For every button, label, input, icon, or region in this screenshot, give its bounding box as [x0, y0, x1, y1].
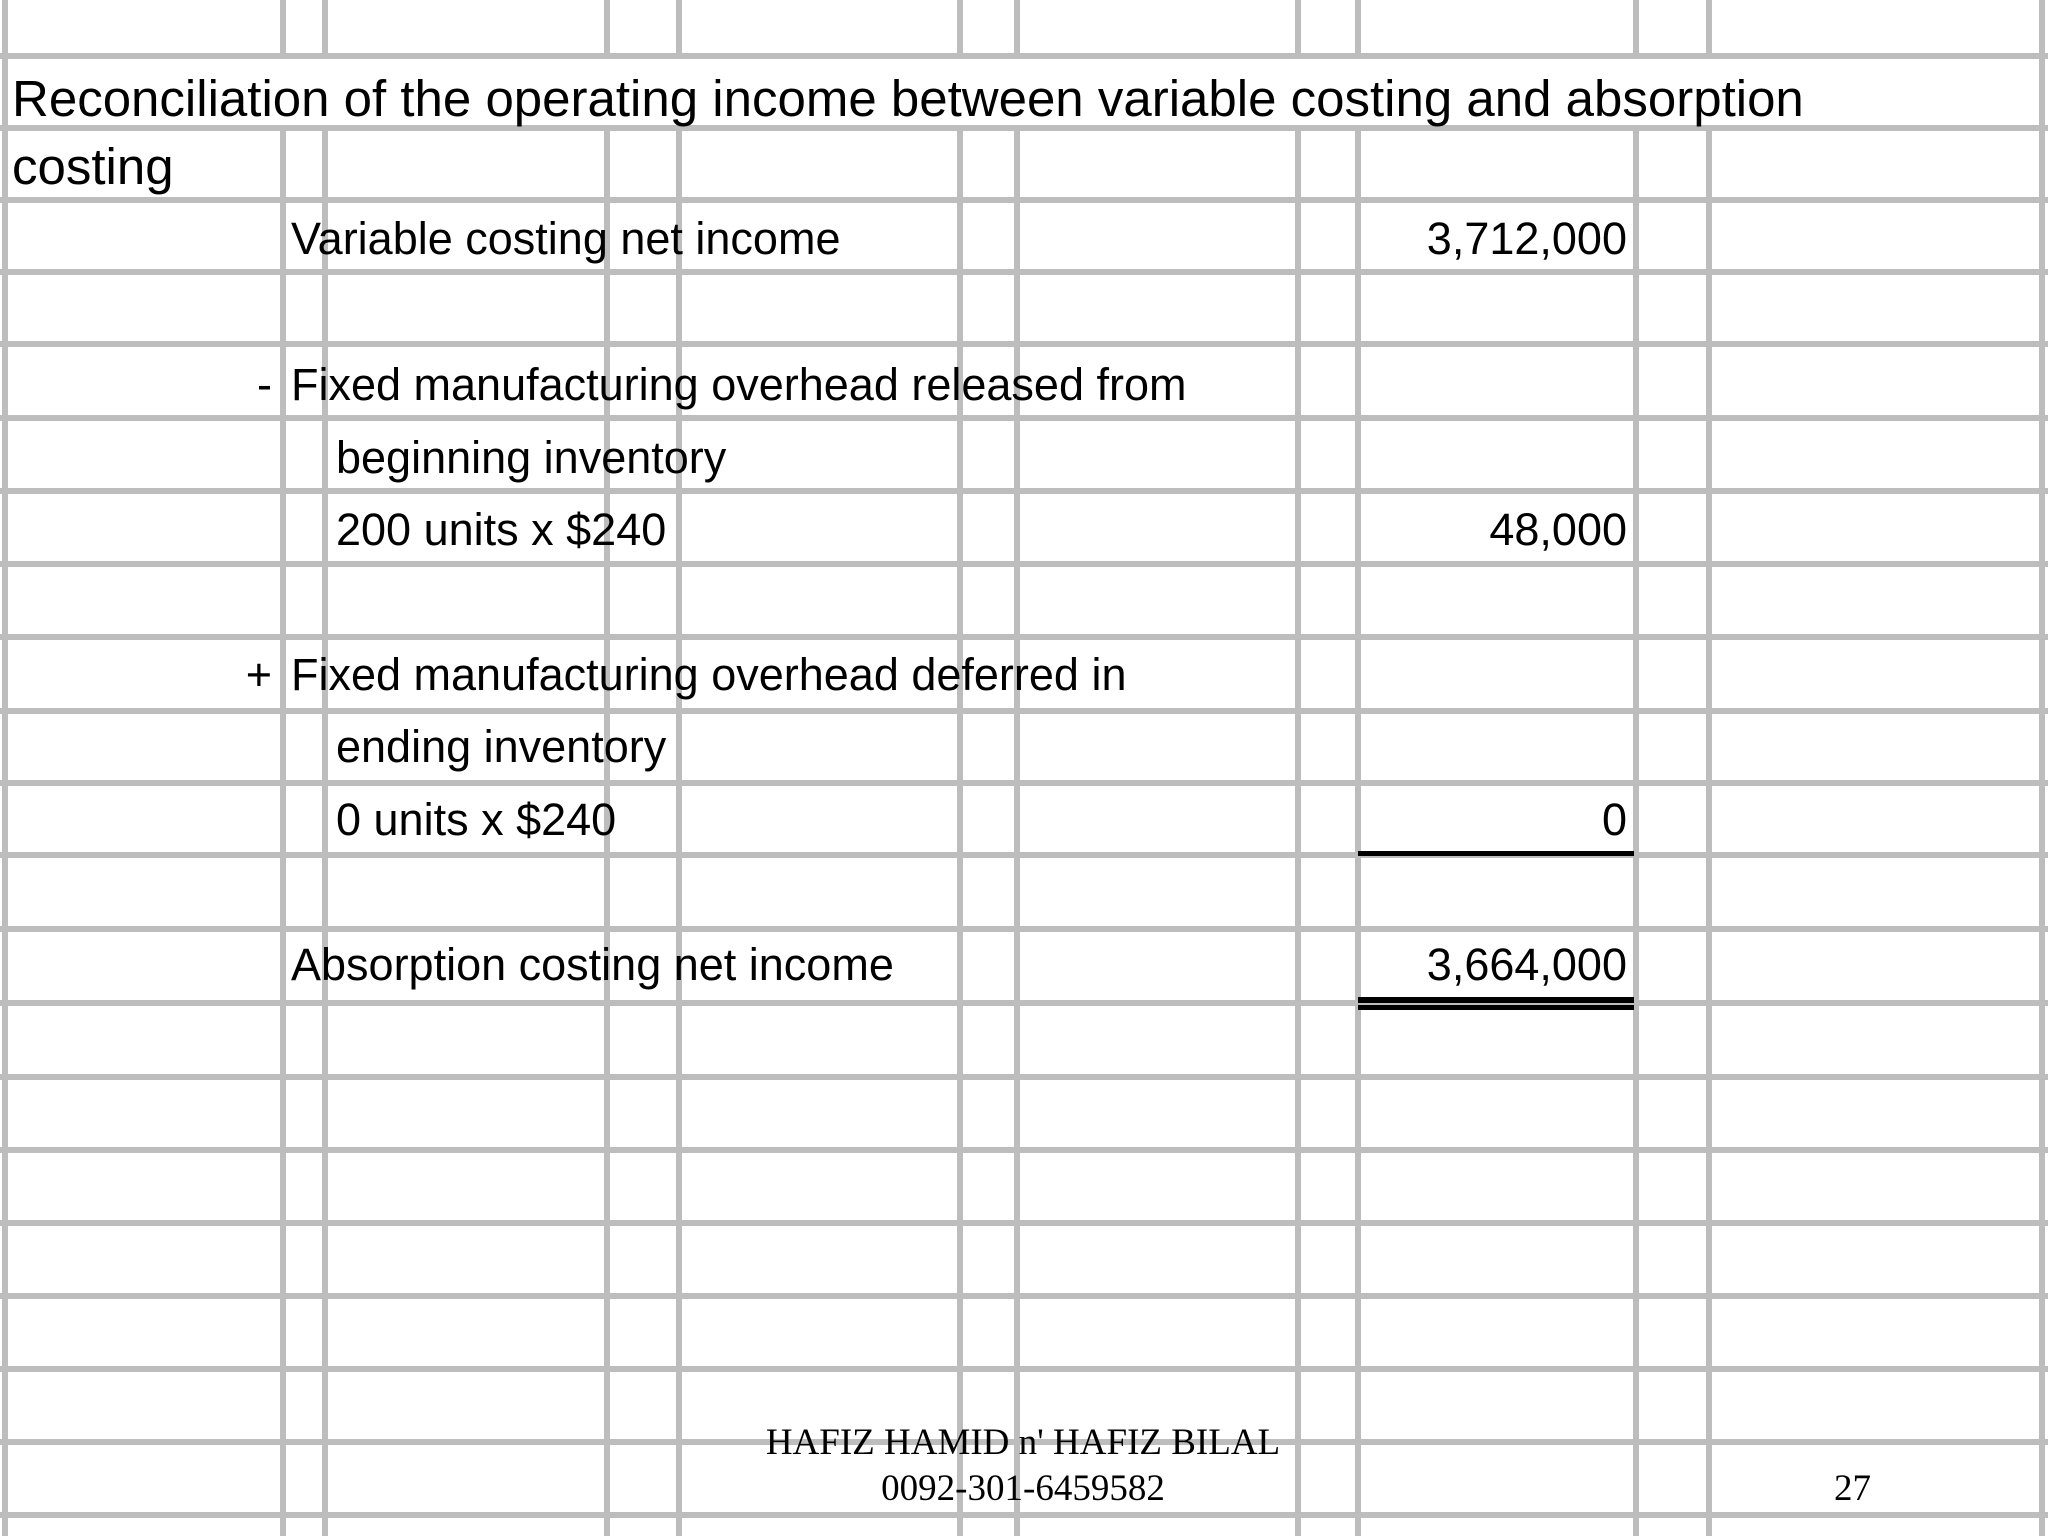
deferred-overhead-label-line-1: Fixed manufacturing overhead deferred in	[291, 649, 1127, 700]
released-overhead-calculation: 200 units x $240	[336, 504, 667, 555]
footer-phone: 0092-301-6459582	[881, 1468, 1165, 1509]
footer-author: HAFIZ HAMID n' HAFIZ BILAL	[765, 1422, 1281, 1463]
released-overhead-value: 48,000	[1489, 504, 1627, 555]
variable-costing-value: 3,712,000	[1426, 213, 1627, 264]
absorption-costing-label: Absorption costing net income	[291, 939, 894, 990]
deferred-overhead-value: 0	[1601, 794, 1627, 845]
released-overhead-label-line-2: beginning inventory	[336, 432, 727, 483]
absorption-costing-value: 3,664,000	[1426, 939, 1627, 990]
variable-costing-label: Variable costing net income	[291, 213, 841, 264]
page-number: 27	[1834, 1468, 1871, 1509]
plus-sign: +	[245, 649, 272, 700]
reconciliation-title-line-1: Reconciliation of the operating income between variable costing and absorption	[12, 70, 1804, 127]
deferred-overhead-calculation: 0 units x $240	[336, 794, 617, 845]
released-overhead-label-line-1: Fixed manufacturing overhead released from	[291, 359, 1187, 410]
reconciliation-title-line-2: costing	[12, 138, 174, 195]
total-double-underline-bottom	[1358, 1005, 1634, 1010]
subtotal-underline	[1358, 851, 1634, 856]
total-double-underline-top	[1358, 997, 1634, 1003]
minus-sign: -	[257, 359, 272, 410]
deferred-overhead-label-line-2: ending inventory	[336, 721, 667, 772]
